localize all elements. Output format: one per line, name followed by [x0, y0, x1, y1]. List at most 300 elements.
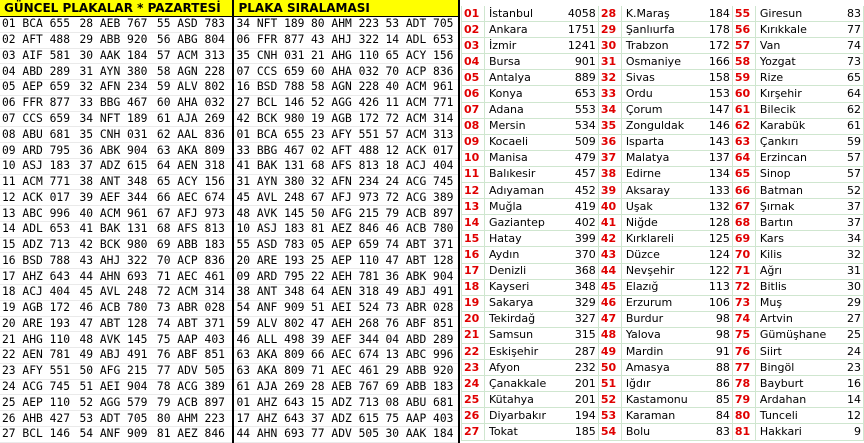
plate-count[interactable]: 65 [842, 70, 864, 86]
plate-count[interactable]: 61 [842, 118, 864, 134]
province-code[interactable]: 75 [732, 327, 755, 343]
province-name[interactable]: Şanlıurfa [621, 22, 702, 38]
plate-cell[interactable]: 34 NFT 189 [233, 17, 309, 33]
plate-cell[interactable]: 73 ABR 028 [383, 300, 459, 316]
plate-cell[interactable]: 05 AEP 659 [0, 80, 77, 96]
province-code[interactable]: 56 [732, 22, 755, 38]
plate-cell[interactable]: 01 BCA 655 [233, 127, 309, 143]
province-name[interactable]: Erzurum [621, 295, 702, 311]
plate-cell[interactable]: 42 BCK 980 [233, 111, 309, 127]
province-name[interactable]: K.Maraş [621, 6, 702, 22]
province-code[interactable]: 05 [462, 70, 485, 86]
plate-cell[interactable]: 52 AGG 426 [309, 95, 383, 111]
plate-cell[interactable]: 31 AYN 380 [233, 174, 309, 190]
plate-cell[interactable]: 64 AEN 318 [309, 285, 383, 301]
province-name[interactable]: Bolu [621, 424, 702, 440]
plate-cell[interactable]: 72 ACM 314 [155, 285, 234, 301]
province-code[interactable]: 14 [462, 215, 485, 231]
plate-count[interactable]: 124 [702, 247, 732, 263]
province-name[interactable]: Mardin [621, 343, 702, 359]
plate-cell[interactable]: 13 ABC 996 [0, 206, 77, 222]
current-plates-title[interactable]: GÜNCEL PLAKALAR * PAZARTESİ [0, 0, 233, 17]
plate-count[interactable]: 57 [842, 150, 864, 166]
plate-cell[interactable]: 05 AEP 659 [309, 237, 383, 253]
plate-cell[interactable]: 22 AEH 781 [309, 269, 383, 285]
plate-count[interactable]: 653 [560, 86, 598, 102]
province-code[interactable]: 08 [462, 118, 485, 134]
plate-count[interactable]: 889 [560, 70, 598, 86]
province-code[interactable]: 33 [598, 86, 621, 102]
plate-cell[interactable]: 30 AAK 184 [383, 426, 459, 442]
plate-cell[interactable]: 41 BAK 131 [77, 221, 154, 237]
plate-count[interactable]: 479 [560, 150, 598, 166]
plate-count[interactable]: 534 [560, 118, 598, 134]
plate-cell[interactable]: 29 ABB 920 [77, 32, 154, 48]
province-name[interactable]: Tunceli [755, 408, 841, 424]
plate-count[interactable]: 452 [560, 183, 598, 199]
province-code[interactable]: 45 [598, 279, 621, 295]
plate-cell[interactable]: 29 ABB 920 [383, 363, 459, 379]
province-code[interactable]: 54 [598, 424, 621, 440]
plate-cell[interactable]: 16 BSD 788 [233, 80, 309, 96]
province-code[interactable]: 42 [598, 231, 621, 247]
province-name[interactable]: Osmaniye [621, 54, 702, 70]
plate-cell[interactable]: 20 ARE 193 [233, 253, 309, 269]
plate-cell[interactable]: 24 ACG 745 [0, 379, 77, 395]
plate-count[interactable]: 125 [702, 231, 732, 247]
plate-cell[interactable]: 59 ALV 802 [155, 80, 234, 96]
province-code[interactable]: 48 [598, 327, 621, 343]
plate-cell[interactable]: 76 ABF 851 [383, 316, 459, 332]
plate-count[interactable]: 287 [560, 343, 598, 359]
plate-count[interactable]: 14 [842, 392, 864, 408]
province-code[interactable]: 71 [732, 263, 755, 279]
plate-count[interactable]: 62 [842, 102, 864, 118]
plate-cell[interactable]: 55 ASD 783 [155, 17, 234, 33]
plate-cell[interactable]: 77 ADV 505 [155, 363, 234, 379]
plate-count[interactable]: 194 [560, 408, 598, 424]
province-code[interactable]: 61 [732, 102, 755, 118]
plate-cell[interactable]: 71 AEC 461 [309, 363, 383, 379]
province-name[interactable]: Edirne [621, 166, 702, 182]
plate-cell[interactable]: 44 AHN 693 [77, 269, 154, 285]
plate-cell[interactable]: 03 AIF 581 [0, 48, 77, 64]
plate-cell[interactable]: 75 AAP 403 [383, 411, 459, 427]
plate-cell[interactable]: 72 ACM 314 [383, 111, 459, 127]
plate-cell[interactable]: 23 AFY 551 [309, 127, 383, 143]
plate-cell[interactable]: 67 AFJ 973 [309, 190, 383, 206]
plate-count[interactable]: 113 [702, 279, 732, 295]
province-code[interactable]: 53 [598, 408, 621, 424]
province-code[interactable]: 35 [598, 118, 621, 134]
province-code[interactable]: 29 [598, 22, 621, 38]
plate-count[interactable]: 172 [702, 38, 732, 54]
province-name[interactable]: Iğdır [621, 376, 702, 392]
province-name[interactable]: Samsun [485, 327, 560, 343]
plate-cell[interactable]: 39 AEF 344 [77, 190, 154, 206]
plate-cell[interactable]: 48 AVK 145 [233, 206, 309, 222]
plate-cell[interactable]: 47 ABT 128 [383, 253, 459, 269]
plate-cell[interactable]: 08 ABU 681 [383, 395, 459, 411]
province-code[interactable]: 62 [732, 118, 755, 134]
plate-cell[interactable]: 60 AHA 032 [155, 95, 234, 111]
plate-cell[interactable]: 21 AHG 110 [309, 48, 383, 64]
plate-cell[interactable]: 79 ACB 897 [155, 395, 234, 411]
plate-count[interactable]: 315 [560, 327, 598, 343]
province-name[interactable]: Elazığ [621, 279, 702, 295]
plate-cell[interactable]: 31 AYN 380 [77, 64, 154, 80]
province-code[interactable]: 13 [462, 199, 485, 215]
plate-count[interactable]: 27 [842, 311, 864, 327]
plate-cell[interactable]: 17 AHZ 643 [0, 269, 77, 285]
province-code[interactable]: 10 [462, 150, 485, 166]
plate-count[interactable]: 166 [702, 54, 732, 70]
plate-cell[interactable]: 38 ANT 348 [233, 285, 309, 301]
province-name[interactable]: Uşak [621, 199, 702, 215]
plate-cell[interactable]: 64 AEN 318 [155, 158, 234, 174]
plate-count[interactable]: 185 [560, 424, 598, 440]
province-name[interactable]: Ordu [621, 86, 702, 102]
plate-cell[interactable]: 47 ABT 128 [77, 316, 154, 332]
province-name[interactable]: Kocaeli [485, 134, 560, 150]
plate-cell[interactable]: 77 ADV 505 [309, 426, 383, 442]
plate-count[interactable]: 37 [842, 215, 864, 231]
plate-cell[interactable]: 72 ACG 389 [383, 190, 459, 206]
plate-count[interactable]: 399 [560, 231, 598, 247]
province-name[interactable]: Hatay [485, 231, 560, 247]
province-code[interactable]: 22 [462, 343, 485, 359]
province-name[interactable]: Niğde [621, 215, 702, 231]
plate-cell[interactable]: 70 ACP 836 [155, 253, 234, 269]
plate-count[interactable]: 178 [702, 22, 732, 38]
province-name[interactable]: Siirt [755, 343, 841, 359]
province-code[interactable]: 65 [732, 166, 755, 182]
plate-cell[interactable]: 53 ADT 705 [383, 17, 459, 33]
plate-cell[interactable]: 81 AEZ 846 [309, 221, 383, 237]
plate-cell[interactable]: 21 AHG 110 [0, 332, 77, 348]
province-code[interactable]: 11 [462, 166, 485, 182]
plate-cell[interactable]: 34 NFT 189 [77, 111, 154, 127]
plate-count[interactable]: 128 [702, 215, 732, 231]
province-name[interactable]: Trabzon [621, 38, 702, 54]
province-code[interactable]: 34 [598, 102, 621, 118]
province-name[interactable]: İstanbul [485, 6, 560, 22]
province-code[interactable]: 25 [462, 392, 485, 408]
province-code[interactable]: 20 [462, 311, 485, 327]
plate-cell[interactable]: 58 AGN 228 [155, 64, 234, 80]
province-code[interactable]: 72 [732, 279, 755, 295]
province-code[interactable]: 78 [732, 376, 755, 392]
province-code[interactable]: 57 [732, 38, 755, 54]
plate-count[interactable]: 64 [842, 86, 864, 102]
plate-cell[interactable]: 10 ASJ 183 [0, 158, 77, 174]
plate-cell[interactable]: 36 ABK 904 [383, 269, 459, 285]
plate-count[interactable]: 85 [702, 392, 732, 408]
province-code[interactable]: 04 [462, 54, 485, 70]
province-name[interactable]: İzmir [485, 38, 560, 54]
plate-cell[interactable]: 68 AFS 813 [309, 158, 383, 174]
province-code[interactable]: 50 [598, 360, 621, 376]
plate-cell[interactable]: 07 CCS 659 [233, 64, 309, 80]
province-code[interactable]: 41 [598, 215, 621, 231]
plate-cell[interactable]: 78 ACG 389 [155, 379, 234, 395]
plate-cell[interactable]: 69 ABB 183 [155, 237, 234, 253]
province-name[interactable]: Nevşehir [621, 263, 702, 279]
plate-cell[interactable]: 12 ACK 017 [383, 143, 459, 159]
plate-cell[interactable]: 22 AEN 781 [0, 348, 77, 364]
plate-cell[interactable]: 49 ABJ 491 [383, 285, 459, 301]
province-code[interactable]: 21 [462, 327, 485, 343]
province-name[interactable]: Bitlis [755, 279, 841, 295]
plate-count[interactable]: 86 [702, 376, 732, 392]
plate-cell[interactable]: 10 ASJ 183 [233, 221, 309, 237]
province-code[interactable]: 70 [732, 247, 755, 263]
plate-count[interactable]: 98 [702, 311, 732, 327]
plate-cell[interactable]: 33 BBG 467 [233, 143, 309, 159]
province-code[interactable]: 24 [462, 376, 485, 392]
plate-cell[interactable]: 28 AEB 767 [77, 17, 154, 33]
province-name[interactable]: Kütahya [485, 392, 560, 408]
plate-count[interactable]: 98 [702, 327, 732, 343]
plate-count[interactable]: 73 [842, 54, 864, 70]
plate-cell[interactable]: 42 BCK 980 [77, 237, 154, 253]
plate-cell[interactable]: 24 ACG 745 [383, 174, 459, 190]
plate-cell[interactable]: 35 CNH 031 [233, 48, 309, 64]
province-code[interactable]: 17 [462, 263, 485, 279]
plate-cell[interactable]: 14 ADL 653 [0, 221, 77, 237]
plate-cell[interactable]: 01 AHZ 643 [233, 395, 309, 411]
plate-count[interactable]: 402 [560, 215, 598, 231]
province-name[interactable]: Rize [755, 70, 841, 86]
province-name[interactable]: Kilis [755, 247, 841, 263]
plate-count[interactable]: 77 [842, 22, 864, 38]
province-name[interactable]: Balıkesir [485, 166, 560, 182]
plate-cell[interactable]: 43 AHJ 322 [77, 253, 154, 269]
plate-count[interactable]: 31 [842, 263, 864, 279]
plate-cell[interactable]: 55 ASD 783 [233, 237, 309, 253]
plate-cell[interactable]: 51 AEI 904 [77, 379, 154, 395]
province-code[interactable]: 38 [598, 166, 621, 182]
province-code[interactable]: 81 [732, 424, 755, 440]
province-code[interactable]: 09 [462, 134, 485, 150]
plate-cell[interactable]: 25 AEP 110 [0, 395, 77, 411]
plate-cell[interactable]: 04 ABD 289 [383, 332, 459, 348]
province-name[interactable]: Düzce [621, 247, 702, 263]
plate-count[interactable]: 30 [842, 279, 864, 295]
province-name[interactable]: Ankara [485, 22, 560, 38]
plate-count[interactable]: 88 [702, 360, 732, 376]
province-code[interactable]: 39 [598, 183, 621, 199]
plate-count[interactable]: 34 [842, 231, 864, 247]
province-name[interactable]: Sakarya [485, 295, 560, 311]
province-code[interactable]: 15 [462, 231, 485, 247]
province-code[interactable]: 02 [462, 22, 485, 38]
province-code[interactable]: 30 [598, 38, 621, 54]
plate-cell[interactable]: 76 ABF 851 [155, 348, 234, 364]
plate-cell[interactable]: 68 AFS 813 [155, 221, 234, 237]
province-code[interactable]: 12 [462, 183, 485, 199]
plate-count[interactable]: 133 [702, 183, 732, 199]
plate-cell[interactable]: 40 ACM 961 [383, 80, 459, 96]
plate-cell[interactable]: 39 AEF 344 [309, 332, 383, 348]
province-name[interactable]: Gaziantep [485, 215, 560, 231]
plate-cell[interactable]: 35 CNH 031 [77, 127, 154, 143]
province-code[interactable]: 28 [598, 6, 621, 22]
province-name[interactable]: Isparta [621, 134, 702, 150]
plate-count[interactable]: 553 [560, 102, 598, 118]
plate-cell[interactable]: 58 AGN 228 [309, 80, 383, 96]
province-name[interactable]: Yozgat [755, 54, 841, 70]
plate-cell[interactable]: 61 AJA 269 [233, 379, 309, 395]
province-code[interactable]: 27 [462, 424, 485, 440]
plate-count[interactable]: 91 [702, 343, 732, 359]
plate-count[interactable]: 370 [560, 247, 598, 263]
plate-cell[interactable]: 23 AFY 551 [0, 363, 77, 379]
plate-count[interactable]: 106 [702, 295, 732, 311]
plate-count[interactable]: 419 [560, 199, 598, 215]
province-code[interactable]: 77 [732, 360, 755, 376]
province-code[interactable]: 03 [462, 38, 485, 54]
plate-cell[interactable]: 15 ADZ 713 [0, 237, 77, 253]
province-name[interactable]: Kayseri [485, 279, 560, 295]
plate-cell[interactable]: 32 AFN 234 [309, 174, 383, 190]
province-name[interactable]: Amasya [621, 360, 702, 376]
plate-cell[interactable]: 62 AAL 836 [155, 127, 234, 143]
province-name[interactable]: Zonguldak [621, 118, 702, 134]
plate-cell[interactable]: 43 AHJ 322 [309, 32, 383, 48]
plate-count[interactable]: 74 [842, 38, 864, 54]
province-name[interactable]: Karabük [755, 118, 841, 134]
plate-cell[interactable]: 51 AEI 524 [309, 300, 383, 316]
province-name[interactable]: Tokat [485, 424, 560, 440]
plate-count[interactable]: 134 [702, 166, 732, 182]
province-code[interactable]: 47 [598, 311, 621, 327]
plate-cell[interactable]: 46 ACB 780 [77, 300, 154, 316]
province-name[interactable]: Batman [755, 183, 841, 199]
province-name[interactable]: Erzincan [755, 150, 841, 166]
plate-cell[interactable]: 81 AEZ 846 [155, 426, 234, 442]
province-name[interactable]: Çorum [621, 102, 702, 118]
plate-count[interactable]: 232 [560, 360, 598, 376]
plate-count[interactable]: 9 [842, 424, 864, 440]
plate-cell[interactable]: 65 ACY 156 [383, 48, 459, 64]
plate-cell[interactable]: 37 ADZ 615 [309, 411, 383, 427]
plate-cell[interactable]: 69 ABB 183 [383, 379, 459, 395]
plate-cell[interactable]: 61 AJA 269 [155, 111, 234, 127]
plate-count[interactable]: 201 [560, 376, 598, 392]
province-code[interactable]: 69 [732, 231, 755, 247]
province-name[interactable]: Yalova [621, 327, 702, 343]
plate-cell[interactable]: 54 ANF 909 [233, 300, 309, 316]
plate-cell[interactable]: 60 AHA 032 [309, 64, 383, 80]
province-name[interactable]: Çanakkale [485, 376, 560, 392]
province-code[interactable]: 32 [598, 70, 621, 86]
province-name[interactable]: Giresun [755, 6, 841, 22]
plate-cell[interactable]: 14 ADL 653 [383, 32, 459, 48]
province-name[interactable]: Çankırı [755, 134, 841, 150]
province-name[interactable]: Bursa [485, 54, 560, 70]
plate-cell[interactable]: 71 AEC 461 [155, 269, 234, 285]
plate-cell[interactable]: 45 AVL 248 [233, 190, 309, 206]
plate-count[interactable]: 83 [842, 6, 864, 22]
plate-cell[interactable]: 75 AAP 403 [155, 332, 234, 348]
plate-cell[interactable]: 19 AGB 172 [0, 300, 77, 316]
plate-count[interactable]: 83 [702, 424, 732, 440]
plate-cell[interactable]: 59 ALV 802 [233, 316, 309, 332]
plate-cell[interactable]: 26 AHB 427 [0, 411, 77, 427]
province-name[interactable]: Tekirdağ [485, 311, 560, 327]
plate-count[interactable]: 329 [560, 295, 598, 311]
plate-cell[interactable]: 44 AHN 693 [233, 426, 309, 442]
plate-count[interactable]: 348 [560, 279, 598, 295]
province-code[interactable]: 07 [462, 102, 485, 118]
plate-cell[interactable]: 38 ANT 348 [77, 174, 154, 190]
plate-cell[interactable]: 63 AKA 809 [233, 348, 309, 364]
province-code[interactable]: 66 [732, 183, 755, 199]
plate-cell[interactable]: 12 ACK 017 [0, 190, 77, 206]
province-name[interactable]: Manisa [485, 150, 560, 166]
plate-cell[interactable]: 50 AFG 215 [77, 363, 154, 379]
plate-cell[interactable]: 15 ADZ 713 [309, 395, 383, 411]
plate-count[interactable]: 132 [702, 199, 732, 215]
plate-count[interactable]: 4058 [560, 6, 598, 22]
province-name[interactable]: Bingöl [755, 360, 841, 376]
province-code[interactable]: 76 [732, 343, 755, 359]
plate-cell[interactable]: 01 BCA 655 [0, 17, 77, 33]
plate-cell[interactable]: 11 ACM 771 [383, 95, 459, 111]
province-name[interactable]: Mersin [485, 118, 560, 134]
plate-cell[interactable]: 45 AVL 248 [77, 285, 154, 301]
province-code[interactable]: 52 [598, 392, 621, 408]
plate-count[interactable]: 184 [702, 6, 732, 22]
province-name[interactable]: Sinop [755, 166, 841, 182]
province-code[interactable]: 06 [462, 86, 485, 102]
province-code[interactable]: 55 [732, 6, 755, 22]
plate-count[interactable]: 1751 [560, 22, 598, 38]
province-name[interactable]: Artvin [755, 311, 841, 327]
plate-cell[interactable]: 50 AFG 215 [309, 206, 383, 222]
plate-cell[interactable]: 27 BCL 146 [233, 95, 309, 111]
plate-count[interactable]: 1241 [560, 38, 598, 54]
province-name[interactable]: Muğla [485, 199, 560, 215]
plate-cell[interactable]: 63 AKA 809 [155, 143, 234, 159]
plate-count[interactable]: 201 [560, 392, 598, 408]
province-code[interactable]: 79 [732, 392, 755, 408]
plate-cell[interactable]: 20 ARE 193 [0, 316, 77, 332]
province-code[interactable]: 74 [732, 311, 755, 327]
plate-count[interactable]: 153 [702, 86, 732, 102]
plate-count[interactable]: 901 [560, 54, 598, 70]
plate-cell[interactable]: 46 ACB 780 [383, 221, 459, 237]
province-name[interactable]: Afyon [485, 360, 560, 376]
plate-count[interactable]: 25 [842, 327, 864, 343]
plate-cell[interactable]: 33 BBG 467 [77, 95, 154, 111]
province-code[interactable]: 63 [732, 134, 755, 150]
province-code[interactable]: 26 [462, 408, 485, 424]
plate-count[interactable]: 137 [702, 150, 732, 166]
plate-cell[interactable]: 80 AHM 223 [309, 17, 383, 33]
province-name[interactable]: Gümüşhane [755, 327, 841, 343]
province-code[interactable]: 51 [598, 376, 621, 392]
plate-cell[interactable]: 54 ANF 909 [77, 426, 154, 442]
province-code[interactable]: 31 [598, 54, 621, 70]
plate-cell[interactable]: 66 AEC 674 [155, 190, 234, 206]
plate-count[interactable]: 146 [702, 118, 732, 134]
plate-cell[interactable]: 18 ACJ 404 [0, 285, 77, 301]
province-code[interactable]: 80 [732, 408, 755, 424]
province-code[interactable]: 01 [462, 6, 485, 22]
plate-cell[interactable]: 49 ABJ 491 [77, 348, 154, 364]
